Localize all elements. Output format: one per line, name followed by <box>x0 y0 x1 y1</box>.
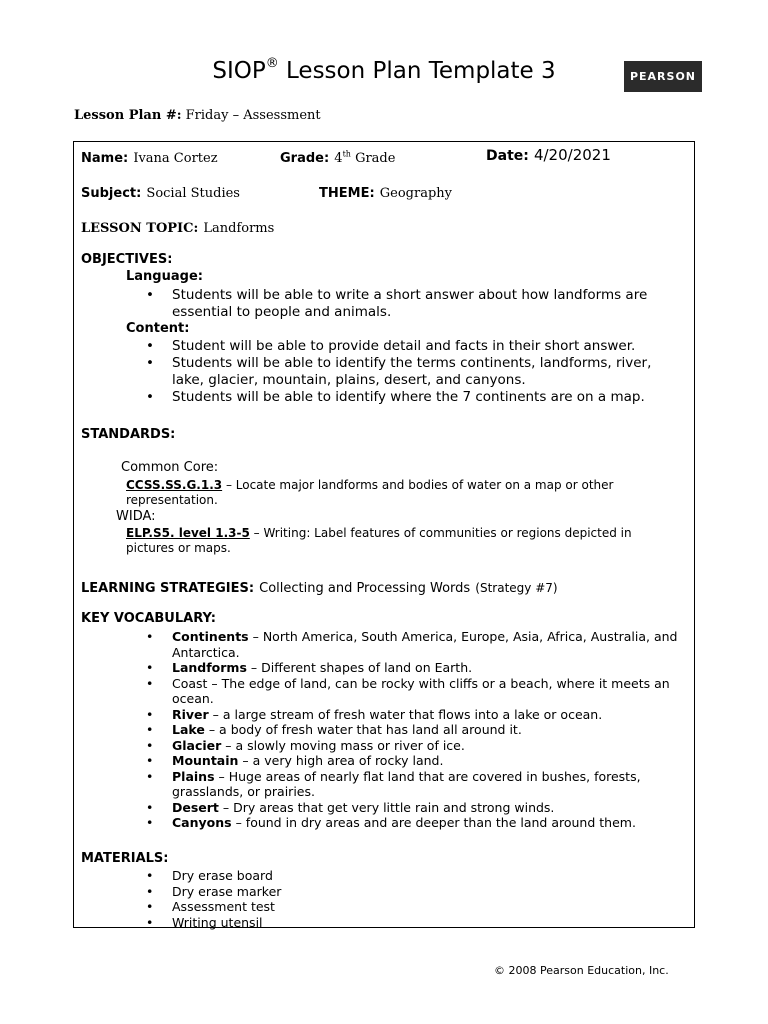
wida-standard: ELP.S5. level 1.3-5 – Writing: Label features of communities or regions depicted in pictures or maps. <box>126 526 632 555</box>
date-field: Date: 4/20/2021 <box>486 146 611 164</box>
lesson-plan-number: Lesson Plan #: Friday – Assessment <box>74 108 321 123</box>
standards-heading: STANDARDS: <box>81 427 176 442</box>
list-item: • Coast – The edge of land, can be rocky with cliffs or a beach, where it meets an ocean. <box>146 676 686 707</box>
list-item: • River – a large stream of fresh water that flows into a lake or ocean. <box>146 707 686 723</box>
list-item: • Students will be able to identify the terms continents, landforms, river, lake, glacier, mountain, plains, desert, and canyons. <box>146 355 676 389</box>
lesson-topic: LESSON TOPIC: Landforms <box>81 221 275 236</box>
subject-field: Subject: Social Studies <box>81 186 240 201</box>
page-title: SIOP® Lesson Plan Template 3 <box>212 56 556 84</box>
materials-list <box>146 868 546 930</box>
common-core-standard: CCSS.SS.G.1.3 – Locate major landforms and bodies of water on a map or other representation. <box>126 478 614 507</box>
list-item: • Dry erase marker <box>146 884 546 900</box>
list-item: • Plains – Huge areas of nearly flat land that are covered in bushes, forests, grasslands, or prairies. <box>146 769 686 800</box>
wida-label: WIDA: <box>116 509 156 524</box>
content-label: Content: <box>126 321 190 336</box>
list-item: • Desert – Dry areas that get very little rain and strong winds. <box>146 800 686 816</box>
grade-field: Grade: 4th Grade <box>280 149 396 166</box>
list-item: • Glacier – a slowly moving mass or river of ice. <box>146 738 686 754</box>
list-item: • Writing utensil <box>146 915 546 931</box>
vocabulary-list <box>146 629 686 831</box>
pearson-logo: PEARSON <box>624 61 702 92</box>
objectives-heading: OBJECTIVES: <box>81 252 173 267</box>
list-item: • Continents – North America, South America, Europe, Asia, Africa, Australia, and Antarctica. <box>146 629 686 660</box>
list-item: • Landforms – Different shapes of land on Earth. <box>146 660 686 676</box>
list-item: • Lake – a body of fresh water that has land all around it. <box>146 722 686 738</box>
language-objectives-list <box>146 287 676 321</box>
list-item: • Assessment test <box>146 899 546 915</box>
content-objectives-list <box>146 338 676 406</box>
list-item: • Dry erase board <box>146 868 546 884</box>
copyright-footer: © 2008 Pearson Education, Inc. <box>494 964 669 977</box>
list-item: • Canyons – found in dry areas and are deeper than the land around them. <box>146 815 686 831</box>
list-item: • Student will be able to provide detail and facts in their short answer. <box>146 338 676 355</box>
language-label: Language: <box>126 269 203 284</box>
theme-field: THEME: Geography <box>319 186 452 201</box>
materials-heading: MATERIALS: <box>81 851 169 866</box>
list-item: • Mountain – a very high area of rocky land. <box>146 753 686 769</box>
list-item: • Students will be able to write a short answer about how landforms are essential to people and animals. <box>146 287 676 321</box>
lesson-plan-box <box>73 141 695 928</box>
common-core-label: Common Core: <box>121 460 219 475</box>
list-item: • Students will be able to identify where the 7 continents are on a map. <box>146 389 676 406</box>
name-field: Name: Ivana Cortez <box>81 151 218 166</box>
key-vocabulary-heading: KEY VOCABULARY: <box>81 611 216 626</box>
learning-strategies: LEARNING STRATEGIES: Collecting and Processing Words (Strategy #7) <box>81 581 558 596</box>
